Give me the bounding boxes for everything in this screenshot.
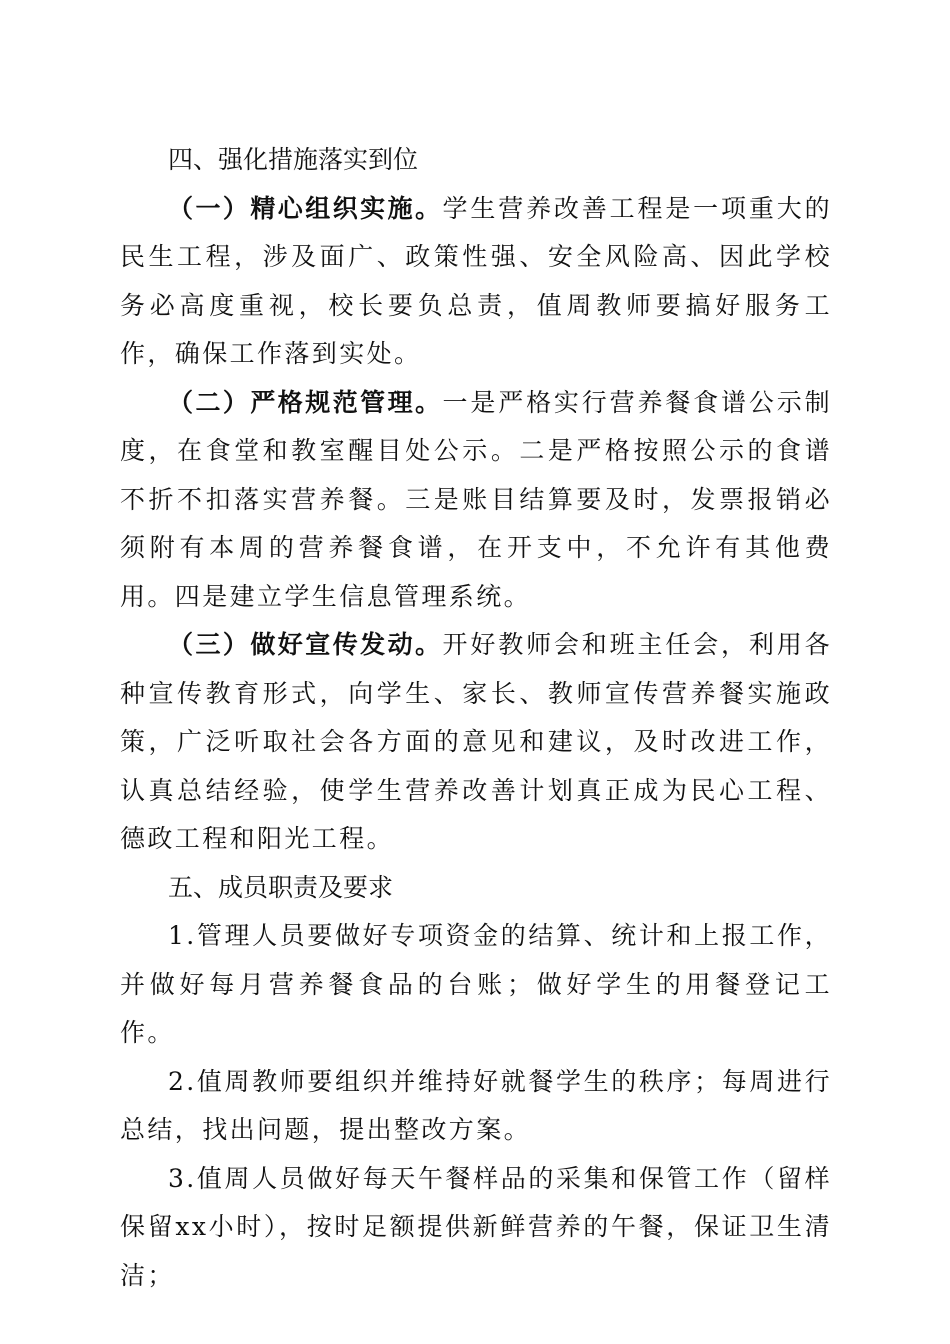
paragraph-text: 学生营养改善工程是一项重大的民生工程，涉及面广、政策性强、安全风险高、因此学校务必高度重视，校长要负总责，值周教师要搞好服务工作，确保工作落到实处。: [120, 193, 832, 368]
paragraph-lead: （一）精心组织实施。: [168, 193, 443, 223]
paragraph-5-1: 1.管理人员要做好专项资金的结算、统计和上报工作，并做好每月营养餐食品的台账；做好学生的用餐登记工作。: [120, 921, 832, 1047]
paragraph-lead: （二）严格规范管理。: [168, 387, 443, 417]
paragraph-lead: （三）做好宣传发动。: [168, 630, 443, 659]
paragraph-text: 一是严格实行营养餐食谱公示制度，在食堂和教室醒目处公示。二是严格按照公示的食谱不折不扣落实营养餐。三是账目结算要及时，发票报销必须附有本周的营养餐食谱，在开支中，不允许有其他费用。四是建立学生信息管理系统。: [120, 387, 832, 611]
paragraph-5-2: 2.值周教师要组织并维持好就餐学生的秩序；每周进行总结，找出问题，提出整改方案。: [120, 1066, 832, 1144]
paragraph-4-3: [120, 621, 832, 864]
paragraph-4-1: [120, 185, 832, 379]
paragraph-5-3: 3.值周人员做好每天午餐样品的采集和保管工作（留样保留xx小时），按时足额提供新鲜营养的午餐，保证卫生清洁；: [120, 1163, 832, 1290]
section-heading-4: 四、强化措施落实到位: [168, 145, 419, 174]
document-body: [120, 136, 832, 1300]
paragraph-text: 开好教师会和班主任会，利用各种宣传教育形式，向学生、家长、教师宣传营养餐实施政策，广泛听取社会各方面的意见和建议，及时改进工作，认真总结经验，使学生营养改善计划真正成为民心工程、德政工程和阳光工程。: [120, 630, 832, 853]
section-heading-5: 五、成员职责及要求: [168, 872, 394, 902]
paragraph-4-2: [120, 379, 832, 622]
